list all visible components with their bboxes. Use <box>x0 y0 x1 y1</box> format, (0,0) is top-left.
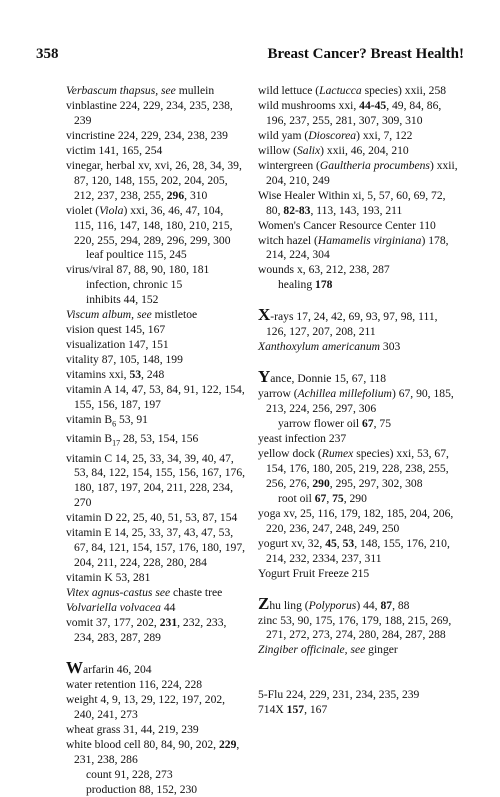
entry-text: vitamins xxi, <box>66 368 130 382</box>
index-entry <box>66 204 246 249</box>
entry-text: vinegar, herbal xv, xvi, 26, 28, 34, 39, 87, 120, 148, 155, 202, 204, 205, 212, 237, 238, 255, <box>66 158 242 202</box>
entry-text: , 113, 143, 193, 211 <box>310 203 403 217</box>
entry-text: wild yam ( <box>258 128 309 142</box>
index-subentry <box>66 278 246 293</box>
entry-text: 67 <box>314 491 327 505</box>
index-entry <box>258 99 458 129</box>
entry-text: species) xxi, 53, 67, 154, 176, 180, 205, 219, 228, 238, 255, 256, 276, <box>266 446 449 490</box>
entry-text: see <box>350 643 366 657</box>
index-entry <box>258 84 458 99</box>
entry-text: water retention 116, 224, 228 <box>66 677 203 691</box>
entry-text: yeast infection 237 <box>258 432 347 446</box>
entry-text: inhibits 44, 152 <box>86 293 159 307</box>
entry-text: , 49, 84, 86, 196, 237, 255, 281, 307, 309, 310 <box>266 98 442 127</box>
index-entry <box>66 84 246 99</box>
entry-text: 87 <box>380 598 393 612</box>
index-entry <box>66 526 246 571</box>
entry-text: leaf poultice 115, 245 <box>86 248 187 262</box>
page-number: 358 <box>36 46 59 62</box>
entry-text: yarrow ( <box>258 387 298 401</box>
entry-text: W <box>66 657 83 677</box>
entry-text: 44 <box>160 601 176 615</box>
index-entry <box>258 189 458 219</box>
entry-text: root oil <box>278 491 315 505</box>
entry-text: , 75 <box>373 417 392 431</box>
entry-text: healing <box>278 278 316 292</box>
index-entry <box>66 368 246 383</box>
entry-text: Y <box>258 367 271 387</box>
index-entry <box>258 144 458 159</box>
entry-text: ) 178, 214, 224, 304 <box>266 233 449 262</box>
running-title: Breast Cancer? Breast Health! <box>267 46 464 62</box>
entry-text: Z <box>258 593 270 613</box>
entry-text: ) xxii, 46, 204, 210 <box>320 143 409 157</box>
index-entry <box>258 447 458 492</box>
entry-text: 290 <box>312 476 330 490</box>
index-entry <box>258 367 458 387</box>
entry-text: witch hazel ( <box>258 233 318 247</box>
index-subentry <box>258 417 458 432</box>
index-entry <box>258 567 458 582</box>
index-entry <box>66 452 246 512</box>
index-entry <box>66 432 246 451</box>
index-column-right <box>258 84 458 718</box>
entry-text: 28, 53, 154, 156 <box>120 432 199 446</box>
entry-text: visualization 147, 151 <box>66 338 169 352</box>
entry-text: see <box>155 586 171 600</box>
entry-text: ginger <box>365 643 398 657</box>
entry-text: Polyporus <box>308 598 357 612</box>
entry-text: production 88, 152, 230 <box>86 782 198 796</box>
entry-text: Hamamelis virginiana <box>317 233 422 247</box>
index-entry <box>258 340 458 355</box>
index-entry <box>66 323 246 338</box>
entry-text: violet ( <box>66 203 100 217</box>
entry-text: see <box>161 84 176 97</box>
entry-text: hu ling ( <box>269 598 309 612</box>
section-gap <box>258 673 458 688</box>
entry-text: 178 <box>315 278 333 292</box>
entry-text: arfarin 46, 204 <box>83 662 152 676</box>
entry-text: ) xxi, 7, 122 <box>356 128 413 142</box>
entry-text: 157 <box>286 703 305 717</box>
index-entry <box>66 263 246 278</box>
entry-text: Dioscorea <box>308 128 357 142</box>
entry-text: wheat grass 31, 44, 219, 239 <box>66 722 199 736</box>
entry-text: , 231, 238, 286 <box>74 737 240 766</box>
index-entry <box>258 593 458 614</box>
index-entry <box>258 688 458 703</box>
entry-text: 44-45 <box>359 98 387 112</box>
section-gap <box>258 582 458 597</box>
entry-text: zinc 53, 90, 175, 176, 179, 188, 215, 269, 271, 272, 273, 274, 280, 284, 287, 288 <box>258 613 452 642</box>
entry-text: , <box>326 491 333 505</box>
entry-text: Women's Cancer Resource Center 110 <box>258 218 436 232</box>
entry-text: Zingiber officinale, <box>258 643 348 657</box>
index-entry <box>66 308 246 323</box>
entry-text: Volvariella volvacea <box>66 601 161 615</box>
index-entry <box>66 511 246 526</box>
entry-text: vomit 37, 177, 202, <box>66 615 160 629</box>
entry-text: infection, chronic 15 <box>86 278 183 292</box>
entry-text: 53 <box>129 368 142 382</box>
entry-text: 17 <box>112 438 121 448</box>
entry-text: , 148, 155, 176, 210, 214, 232, 2334, 237, 311 <box>266 536 450 565</box>
entry-text: yogurt xv, 32, <box>258 536 326 550</box>
entry-text: 229 <box>218 737 237 751</box>
entry-text: yoga xv, 25, 116, 179, 182, 185, 204, 206, 220, 236, 247, 248, 249, 250 <box>258 506 454 535</box>
index-entry <box>66 383 246 413</box>
index-entry <box>66 693 246 723</box>
entry-text: vincristine 224, 229, 234, 238, 239 <box>66 128 228 142</box>
entry-text: Verbascum thapsus, <box>66 84 159 97</box>
entry-text: 231 <box>159 615 178 629</box>
entry-text: X <box>258 305 271 325</box>
entry-text: Viscum album, <box>66 308 135 322</box>
entry-text: 5-Flu 224, 229, 231, 234, 235, 239 <box>258 688 420 702</box>
index-entry <box>66 338 246 353</box>
page-header <box>36 46 464 63</box>
entry-text: weight 4, 9, 13, 29, 122, 197, 202, 240, 241, 273 <box>66 692 226 721</box>
entry-text: willow ( <box>258 143 297 157</box>
entry-text: wild mushrooms xxi, <box>258 98 360 112</box>
index-entry <box>66 571 246 586</box>
index-entry <box>66 129 246 144</box>
entry-text: wild lettuce ( <box>258 84 320 97</box>
index-entry <box>66 99 246 129</box>
index-entry <box>66 586 246 601</box>
entry-text: 75 <box>332 491 344 505</box>
index-entry <box>258 643 458 658</box>
entry-text: 53 <box>342 536 355 550</box>
entry-text: vitamin D 22, 25, 40, 51, 53, 87, 154 <box>66 511 238 525</box>
entry-text: yellow dock ( <box>258 446 322 460</box>
entry-text: white blood cell 80, 84, 90, 202, <box>66 737 219 751</box>
entry-text: chaste tree <box>170 586 223 600</box>
entry-text: , 232, 233, 234, 283, 287, 289 <box>74 615 227 644</box>
index-entry <box>258 219 458 234</box>
entry-text: vitamin E 14, 25, 33, 37, 43, 47, 53, 67, 84, 121, 154, 157, 176, 180, 197, 204, 211, 224, 228, 280, 284 <box>66 526 246 570</box>
entry-text: vision quest 145, 167 <box>66 323 166 337</box>
entry-text: , 248 <box>141 368 165 382</box>
entry-text: ) 44, <box>356 598 381 612</box>
entry-text: vitamin K 53, 281 <box>66 571 151 585</box>
index-column-left <box>66 84 246 797</box>
entry-text: yarrow flower oil <box>278 417 363 431</box>
index-entry <box>258 614 458 644</box>
entry-text: count 91, 228, 273 <box>86 767 173 781</box>
index-entry <box>258 305 458 340</box>
section-gap <box>66 646 246 661</box>
section-gap <box>258 658 458 673</box>
entry-text: Vitex agnus-castus <box>66 586 153 600</box>
index-subentry <box>66 248 246 263</box>
entry-text: species) xxii, 258 <box>361 84 447 97</box>
entry-text: mistletoe <box>151 308 198 322</box>
entry-text: ) xxii, 204, 210, 249 <box>266 158 458 187</box>
index-entry <box>66 723 246 738</box>
section-gap <box>258 355 458 370</box>
entry-text: -rays 17, 24, 42, 69, 93, 97, 98, 111, 126, 127, 207, 208, 211 <box>266 310 438 339</box>
index-entry <box>258 387 458 417</box>
index-entry <box>258 703 458 718</box>
entry-text: wintergreen ( <box>258 158 320 172</box>
entry-text: Wise Healer Within xi, 5, 57, 60, 69, 72, 80, <box>258 188 446 217</box>
entry-text: , 290 <box>343 491 367 505</box>
index-entry <box>66 738 246 768</box>
index-subentry <box>66 783 246 797</box>
index-entry <box>258 159 458 189</box>
index-subentry <box>258 492 458 507</box>
index-entry <box>258 129 458 144</box>
index-entry <box>66 657 246 678</box>
entry-text: Rumex <box>321 446 354 460</box>
entry-text: 45 <box>325 536 337 550</box>
index-subentry <box>66 293 246 308</box>
entry-text: 714X <box>258 703 287 717</box>
entry-text: vitamin B <box>66 432 113 446</box>
entry-text: 6 <box>112 419 117 429</box>
entry-text: 303 <box>380 340 401 354</box>
section-gap <box>258 293 458 308</box>
entry-text: Gaultheria procumbens <box>319 158 430 172</box>
entry-text: mullein <box>175 84 215 97</box>
entry-text: 296 <box>166 188 185 202</box>
entry-text: vitamin A 14, 47, 53, 84, 91, 122, 154, 155, 156, 187, 197 <box>66 383 245 412</box>
entry-text: , 88 <box>392 598 410 612</box>
index-entry <box>258 263 458 278</box>
entry-text: victim 141, 165, 254 <box>66 143 163 157</box>
index-entry <box>258 507 458 537</box>
index-entry <box>258 432 458 447</box>
entry-text: 67 <box>362 417 374 431</box>
entry-text: see <box>136 308 152 322</box>
entry-text: , 310 <box>184 188 208 202</box>
index-entry <box>258 234 458 264</box>
entry-text: , <box>336 536 343 550</box>
index-subentry <box>66 768 246 783</box>
entry-text: ) 67, 90, 185, 213, 224, 256, 297, 306 <box>266 387 454 416</box>
entry-text: , 295, 297, 302, 308 <box>329 476 423 490</box>
entry-text: ) xxi, 36, 46, 47, 104, 115, 116, 147, 148, 180, 210, 215, 220, 255, 294, 289, 296, 299, 300 <box>74 203 233 247</box>
entry-text: vitamin B <box>66 412 113 426</box>
entry-text: Lactucca <box>319 84 362 97</box>
index-entry <box>66 601 246 616</box>
entry-text: Achillea millefolium <box>297 387 392 401</box>
entry-text: Yogurt Fruit Freeze 215 <box>258 566 370 580</box>
entry-text: 53, 91 <box>116 412 148 426</box>
entry-text: vitamin C 14, 25, 33, 34, 39, 40, 47, 53, 84, 122, 154, 155, 156, 167, 176, 180, 187, 197, 204, 211, 228, 234, 270 <box>66 451 246 510</box>
index-entry <box>66 144 246 159</box>
index-entry <box>258 537 458 567</box>
entry-text: vitality 87, 105, 148, 199 <box>66 353 183 367</box>
entry-text: wounds x, 63, 212, 238, 287 <box>258 263 390 277</box>
entry-text: ance, Donnie 15, 67, 118 <box>270 372 387 386</box>
entry-text: 82-83 <box>283 203 311 217</box>
index-entry <box>66 413 246 432</box>
index-entry <box>66 159 246 204</box>
index-subentry <box>258 278 458 293</box>
index-entry <box>66 616 246 646</box>
entry-text: virus/viral 87, 88, 90, 180, 181 <box>66 263 210 277</box>
entry-text: Salix <box>296 143 321 157</box>
entry-text: vinblastine 224, 229, 234, 235, 238, 239 <box>66 98 233 127</box>
entry-text: Xanthoxylum americanum <box>258 340 381 354</box>
entry-text: , 167 <box>304 703 328 717</box>
entry-text: Viola <box>99 203 124 217</box>
index-entry <box>66 678 246 693</box>
index-entry <box>66 353 246 368</box>
